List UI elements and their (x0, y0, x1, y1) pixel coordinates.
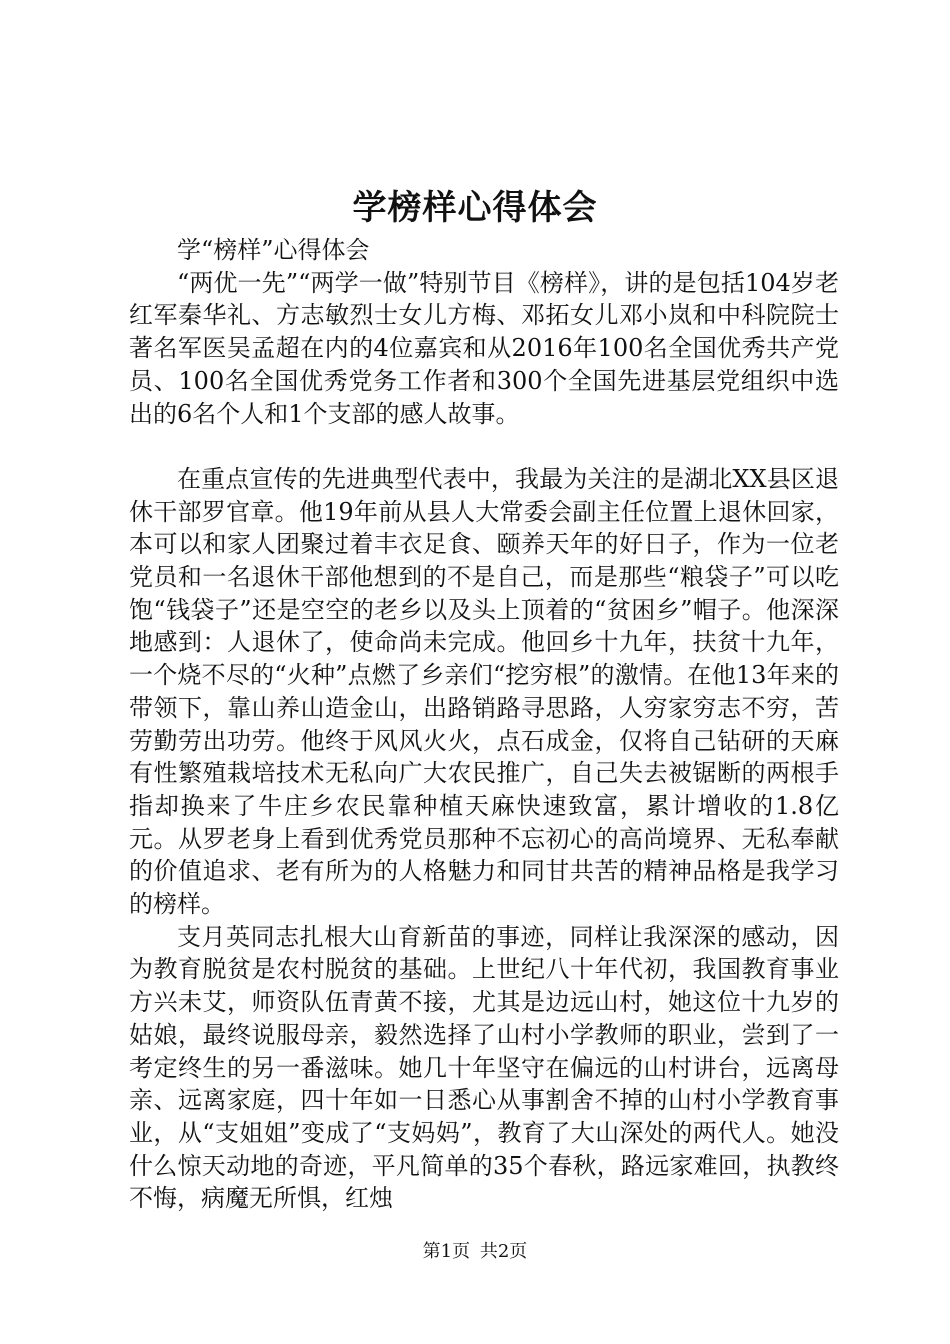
document-body (129, 234, 839, 1215)
paragraph-intro: “两优一先”“两学一做”特别节目《榜样》，讲的是包括104岁老红军秦华礼、方志敏烈士女儿方梅、邓拓女儿邓小岚和中科院院士著名军医吴孟超在内的4位嘉宾和从2016年100名全国优秀共产党员、100名全国优秀党务工作者和300个全国先进基层党组织中选出的6名个人和1个支部的感人故事。 (129, 268, 839, 428)
paragraph-luo-guanzhang: 在重点宣传的先进典型代表中，我最为关注的是湖北XX县区退休干部罗官章。他19年前从县人大常委会副主任位置上退休回家，本可以和家人团聚过着丰衣足食、颐养天年的好日子，作为一位老党员和一名退休干部他想到的不是自己，而是那些“粮袋子”可以吃饱“钱袋子”还是空空的老乡以及头上顶着的“贫困乡”帽子。他深深地感到：人退休了，使命尚未完成。他回乡十九年，扶贫十九年，一个烧不尽的“火种”点燃了乡亲们“挖穷根”的激情。在他13年来的带领下，靠山养山造金山，出路销路寻思路，人穷家穷志不穷，苦劳勤劳出功劳。他终于风风火火，点石成金，仅将自己钻研的天麻有性繁殖栽培技术无私向广大农民推广，自己失去被锯断的两根手指却换来了牛庄乡农民靠种植天麻快速致富，累计增收的1.8亿元。从罗老身上看到优秀党员那种不忘初心的高尚境界、无私奉献的价值追求、老有所为的人格魅力和同甘共苦的精神品格是我学习的榜样。 (129, 464, 839, 919)
page-number: 第1页 (422, 1241, 471, 1262)
paragraph-zhi-yueying: 支月英同志扎根大山育新苗的事迹，同样让我深深的感动，因为教育脱贫是农村脱贫的基础。上世纪八十年代初，我国教育事业方兴未艾，师资队伍青黄不接，尤其是边远山村，她这位十九岁的姑娘，最终说服母亲，毅然选择了山村小学教师的职业，尝到了一考定终生的另一番滋味。她几十年坚守在偏远的山村讲台，远离母亲、远离家庭，四十年如一日悉心从事割舍不掉的山村小学教育事业，从“支姐姐”变成了“支妈妈”，教育了大山深处的两代人。她没什么惊天动地的奇迹，平凡简单的35个春秋，路远家难回，执教终不悔，病魔无所惧，红烛 (129, 922, 839, 1213)
document-title: 学榜样心得体会 (352, 188, 598, 228)
page-total: 共2页 (479, 1241, 528, 1262)
document-subtitle: 学“榜样”心得体会 (177, 236, 370, 264)
page-footer (0, 1240, 950, 1264)
